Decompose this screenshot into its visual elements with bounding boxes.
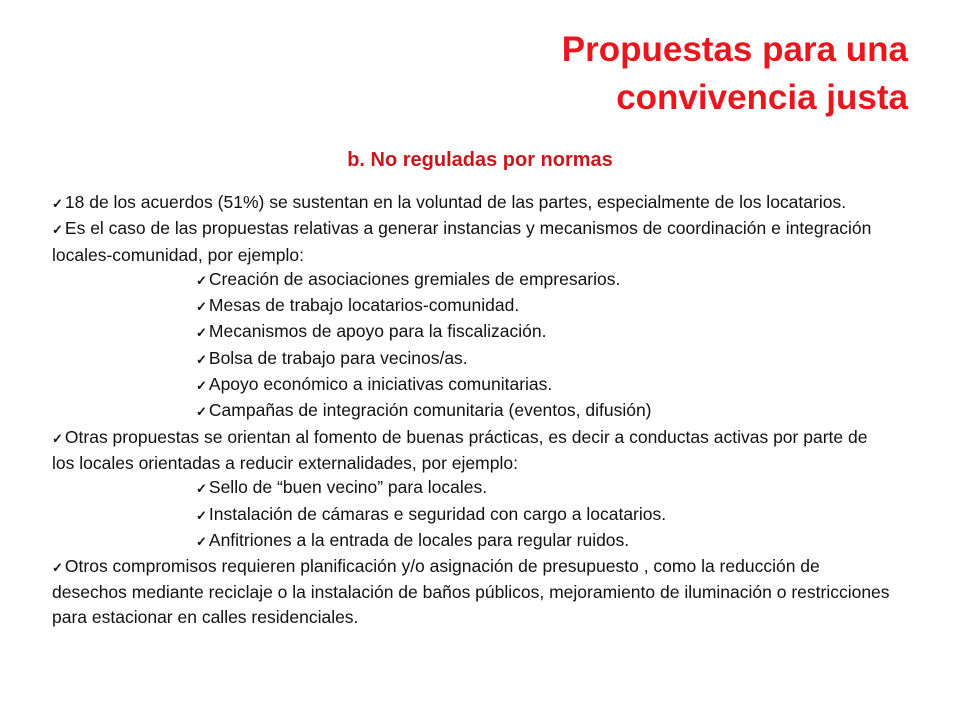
check-icon: ✓ — [52, 196, 63, 211]
check-icon: ✓ — [196, 533, 207, 549]
sub-bullet-text: Campañas de integración comunitaria (eventos, difusión) — [208, 400, 652, 421]
bullet-text: Otras propuestas se orientan al fomento de buenas prácticas, es decir a conductas activas por parte de los locales orientadas a reducir externalidades, por ejemplo: — [52, 426, 868, 473]
bullet-point — [52, 216, 892, 267]
check-icon: ✓ — [52, 222, 63, 238]
sub-bullet-text: Apoyo económico a iniciativas comunitarias. — [208, 374, 553, 395]
check-icon: ✓ — [52, 430, 63, 446]
title-line-1: Propuestas para una — [561, 30, 908, 69]
check-icon: ✓ — [196, 507, 207, 523]
sub-bullet-text: Mesas de trabajo locatarios-comunidad. — [208, 295, 520, 316]
check-icon: ✓ — [196, 351, 207, 367]
sub-bullet-text: Mecanismos de apoyo para la fiscalización. — [208, 321, 547, 342]
check-icon: ✓ — [196, 378, 207, 394]
sub-bullet-text: Bolsa de trabajo para vecinos/as. — [208, 347, 468, 368]
check-icon: ✓ — [196, 404, 207, 420]
sub-bullet — [52, 267, 892, 293]
sub-bullet — [52, 502, 892, 528]
check-icon: ✓ — [196, 325, 207, 341]
sub-bullet — [52, 293, 892, 319]
sub-bullet-text: Creación de asociaciones gremiales de empresarios. — [208, 268, 621, 289]
bullet-point — [52, 425, 892, 476]
bullet-point — [52, 554, 892, 629]
bullet-text: 18 de los acuerdos (51%) se sustentan en la voluntad de las partes, especialmente de los locatarios. — [64, 192, 847, 212]
check-icon: ✓ — [196, 299, 207, 315]
sub-bullet — [52, 319, 892, 345]
bullet-text: Otros compromisos requieren planificación y/o asignación de presupuesto , como la reducción de desechos mediante reciclaje o la instalación de baños públicos, mejoramiento de iluminación o restricciones para estacionar en calles residenciales. — [52, 556, 890, 627]
check-icon: ✓ — [196, 272, 207, 288]
slide-content — [52, 190, 892, 629]
title-line-2: convivencia justa — [616, 78, 908, 117]
sub-bullet — [52, 398, 892, 424]
bullet-point — [52, 190, 892, 216]
sub-bullet — [52, 346, 892, 372]
sub-bullet — [52, 372, 892, 398]
slide-title — [562, 26, 908, 122]
sub-bullet-text: Sello de “buen vecino” para locales. — [208, 477, 488, 498]
section-subtitle: b. No reguladas por normas — [347, 149, 613, 171]
check-icon: ✓ — [52, 560, 63, 576]
sub-bullet — [52, 528, 892, 554]
check-icon: ✓ — [196, 481, 207, 497]
bullet-text: Es el caso de las propuestas relativas a generar instancias y mecanismos de coordinación e integración locales-comunidad, por ejemplo: — [52, 218, 872, 265]
sub-bullet — [52, 475, 892, 501]
sub-bullet-text: Instalación de cámaras e seguridad con cargo a locatarios. — [208, 503, 667, 524]
sub-bullet-text: Anfitriones a la entrada de locales para regular ruidos. — [208, 529, 630, 550]
